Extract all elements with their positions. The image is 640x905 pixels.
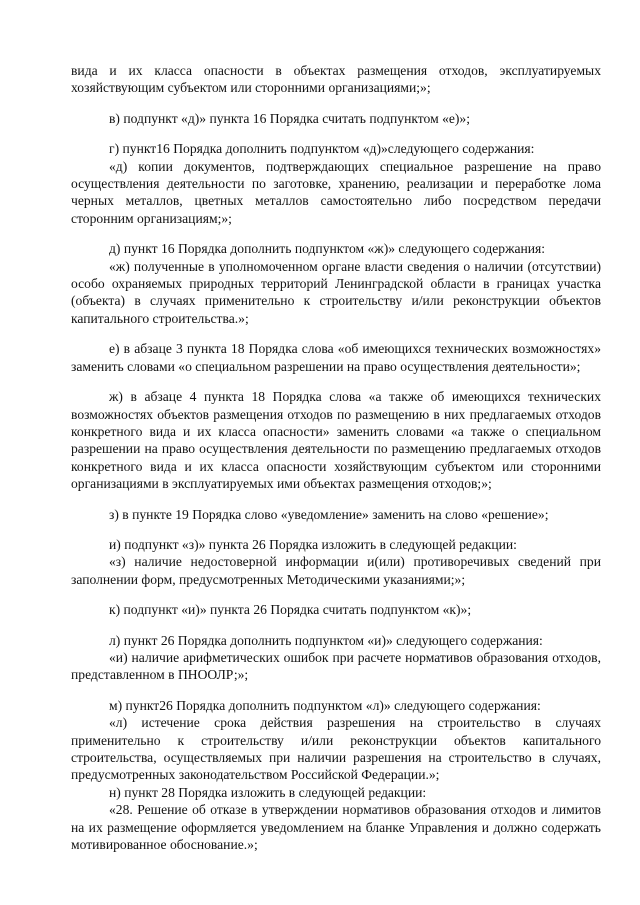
paragraph-g: г) пункт16 Порядка дополнить подпунктом «д)»следующего содержания:	[109, 141, 535, 157]
paragraph-l-quote: «и) наличие арифметических ошибок при расчете нормативов образования отходов, представленном в ПНООЛР;»;	[71, 649, 601, 683]
paragraph-d: д) пункт 16 Порядка дополнить подпунктом «ж)» следующего содержания:	[109, 241, 546, 257]
paragraph-zh: ж) в абзаце 4 пункта 18 Порядка слова «а также об имеющихся технических возможностях объектов размещения отходов по размещению в них предлагаемых отходов конкретного вида и их класса опасности» заменить словами «а также о специальном разрешении на право осуществления деятельности по размещению предлагаемых отходов конкретного вида и их класса опасности хозяйствующим субъектом или сторонними организациями в эксплуатируемых ими объектах размещения отходов;»;	[71, 389, 601, 492]
paragraph-l: л) пункт 26 Порядка дополнить подпунктом «и)» следующего содержания:	[109, 632, 543, 648]
paragraph-i: и) подпункт «з)» пункта 26 Порядка изложить в следующей редакции:	[109, 536, 517, 552]
paragraph-z: з) в пункте 19 Порядка слово «уведомление» заменить на слово «решение»;	[109, 506, 549, 522]
paragraph-k: к) подпункт «и)» пункта 26 Порядка считать подпунктом «к)»;	[109, 602, 472, 618]
paragraph-n-quote: «28. Решение об отказе в утверждении нормативов образования отходов и лимитов на их размещение оформляется уведомлением на бланке Управления и должно содержать мотивированное обоснование.»;	[71, 802, 601, 853]
paragraph-g-quote: «д) копии документов, подтверждающих специальное разрешение на право осуществления деятельности по заготовке, хранению, реализации и переработке лома черных металлов, цветных металлов самостоятельно либо посредством передачи сторонним организациям;»;	[71, 158, 601, 226]
paragraph-e: е) в абзаце 3 пункта 18 Порядка слова «об имеющихся технических возможностях» заменить словами «о специальном разрешении на право осуществления деятельности»;	[71, 341, 601, 374]
paragraph-m: м) пункт26 Порядка дополнить подпунктом «л)» следующего содержания:	[109, 697, 541, 713]
paragraph-m-quote: «л) истечение срока действия разрешения на строительство в случаях применительно к строительству и/или реконструкции объектов капитального строительства, осуществляемых при наличии разрешения на строительство в случаях, предусмотренных законодательством Российской Федерации.»;	[71, 715, 601, 783]
paragraph-i-quote: «з) наличие недостоверной информации и(или) противоречивых сведений при заполнении форм, предусмотренных Методическими указаниями;»;	[71, 554, 601, 587]
paragraph-n: н) пункт 28 Порядка изложить в следующей редакции:	[109, 784, 427, 800]
document-body	[71, 62, 601, 853]
paragraph-continuation: вида и их класса опасности в объектах размещения отходов, эксплуатируемых хозяйствующим субъектом или сторонними организациями;»;	[71, 63, 601, 96]
paragraph-d-quote: «ж) полученные в уполномоченном органе власти сведения о наличии (отсутствии) особо охраняемых природных территорий Ленинградской области в границах участка (объекта) в случаях применительно к строительству и/или реконструкции объектов капитального строительства.»;	[71, 258, 601, 326]
paragraph-v: в) подпункт «д)» пункта 16 Порядка считать подпунктом «е)»;	[109, 110, 470, 126]
